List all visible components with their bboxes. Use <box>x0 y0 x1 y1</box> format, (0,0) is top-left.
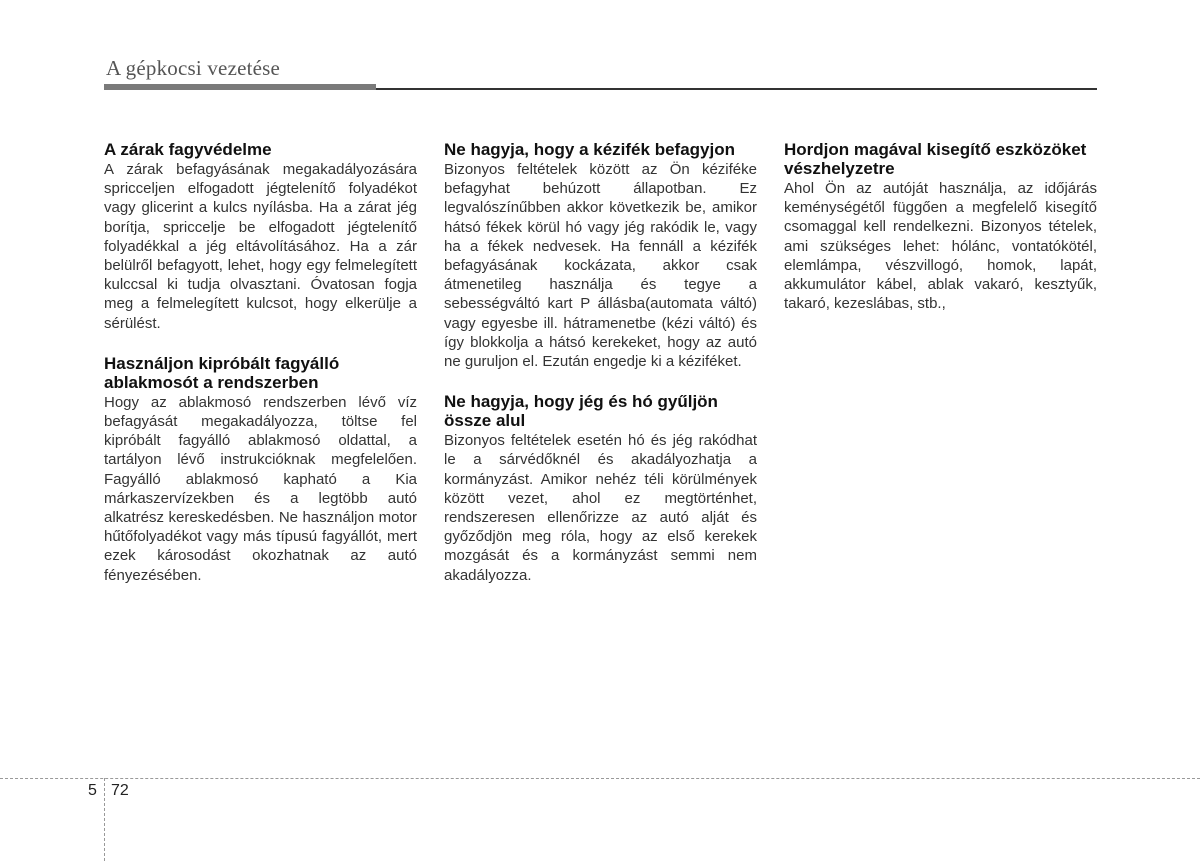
section-snow-ice-underbody <box>444 392 757 585</box>
chapter-title: A gépkocsi vezetése <box>106 56 281 80</box>
column-right <box>784 140 1097 334</box>
section-emergency-equipment <box>784 140 1097 313</box>
section-heading: Ne hagyja, hogy jég és hó gyűljön össze alul <box>444 392 718 431</box>
footer-divider <box>0 778 1200 779</box>
section-body: Ahol Ön az autóját használja, az időjárás keménységétől függően a megfelelő kisegítő csomaggal kell rendelkezni. Bizonyos tételek, ami szükséges lehet: hólánc, vontatókötél, elemlámpa, vészvillogó, homok, lapát, akkumulátor kábel, ablak vakaró, kesztyűk, takaró, kezeslábas, stb., <box>784 180 1097 313</box>
section-washer-antifreeze <box>104 354 417 585</box>
section-body: Bizonyos feltételek esetén hó és jég rakódhat le a sárvédőknél és akadályozhatja a kormányzást. Amikor nehéz téli körülmények között vezet, ahol ez megtörténhet, rendszeresen ellenőrizze az autó alját és győződjön meg róla, hogy az első kerekek mozgását és a kormányzást semmi nem akadályozza. <box>444 432 757 584</box>
footer-margin-line <box>104 778 105 861</box>
page-number: 72 <box>111 782 129 799</box>
section-lock-freeze <box>104 140 417 333</box>
header-rule <box>376 88 1097 90</box>
section-heading: Ne hagyja, hogy a kézifék befagyjon <box>444 140 735 159</box>
header-accent-bar <box>104 84 376 90</box>
section-parking-brake-freeze <box>444 140 757 371</box>
chapter-number: 5 <box>88 782 97 799</box>
section-heading: Használjon kipróbált fagyálló ablakmosót a rendszerben <box>104 353 340 392</box>
column-middle <box>444 140 757 606</box>
page-header <box>106 56 280 81</box>
section-body: A zárak befagyásának megakadályozására spricceljen elfogadott jégtelenítő folyadékot vagy glicerint a kulcs nyílásba. Ha a zárat jég borítja, spriccelje be elfogadott jégtelenítő folyadékkal a jég eltávolításához. Ha a zár belülről befagyott, lehet, hogy egy felmelegített kulccsal ki tudja olvasztani. Óvatosan fogja meg a felmelegített kulcsot, hogy elkerülje a sérülést. <box>104 161 417 332</box>
section-body: Hogy az ablakmosó rendszerben lévő víz befagyását megakadályozza, töltse fel kipróbált fagyálló ablakmosó oldattal, a tartályon lévő instrukcióknak megfelelően. Fagyálló ablakmosó kapható a Kia márkaszervízekben és a legtöbb autó alkatrész kereskedésben. Ne használjon motor hűtőfolyadékot vagy más típusú fagyállót, mert ezek károsodást okozhatnak az autó fényezésében. <box>104 393 417 584</box>
column-left <box>104 140 417 606</box>
section-heading: Hordjon magával kisegítő eszközöket vészhelyzetre <box>784 140 1087 178</box>
section-heading: A zárak fagyvédelme <box>104 140 272 159</box>
section-body: Bizonyos feltételek között az Ön kézifékе befagyhat behúzott állapotban. Ez legvalószínűbben akkor következik be, amikor hátsó fékek körül hó vagy jég rakódik le, vagy ha a fékek nedvesek. Ha fennáll a kézifék befagyásának kockázata, akkor csak átmenetileg használja és tegye a sebességváltó kart P állásba(automata váltó) vagy egyesbe ill. hátramenetbe (kézi váltó) és így blokkolja a hátsó kerekeket, hogy az autó ne guruljon el. Ezután engedje ki a kéziféket. <box>444 161 757 371</box>
